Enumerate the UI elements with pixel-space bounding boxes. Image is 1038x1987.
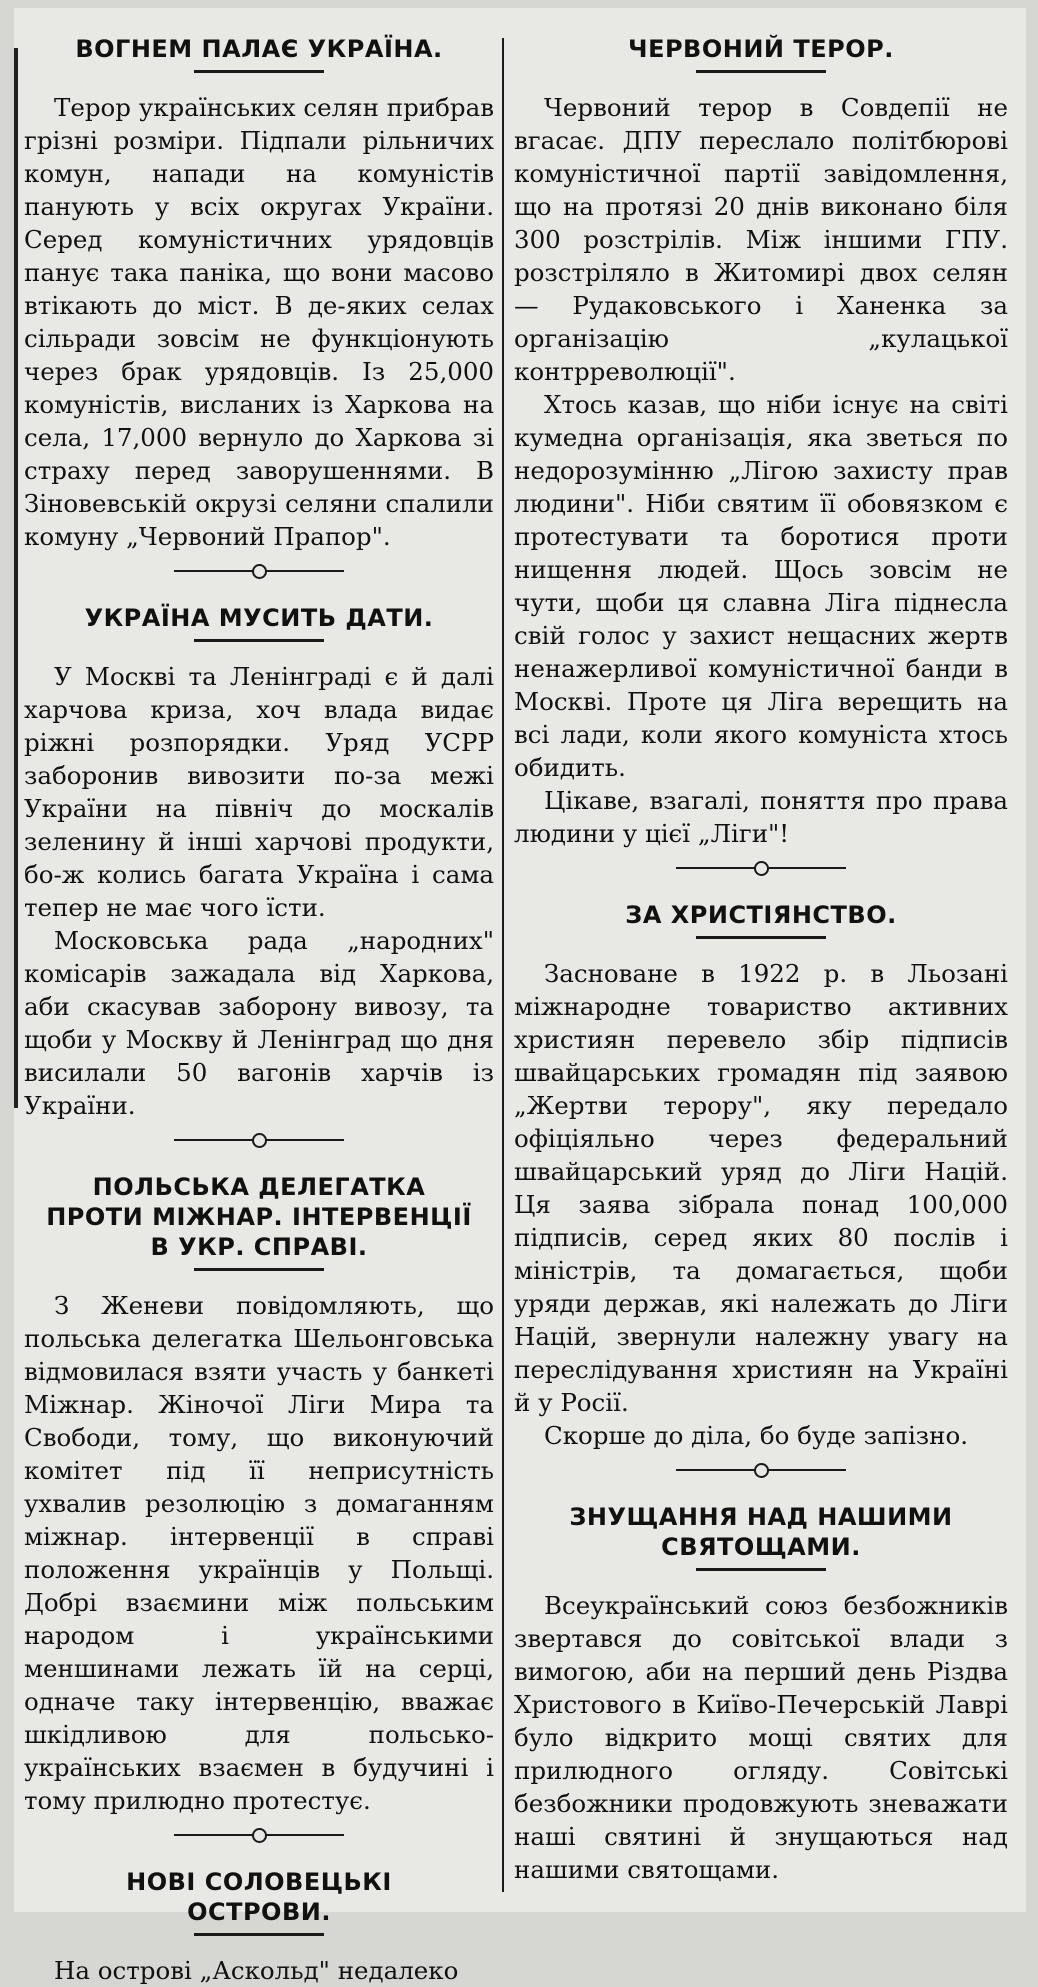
page-edge-shadow	[14, 48, 18, 1108]
headline: ЗА ХРИСТІЯНСТВО.	[625, 901, 897, 929]
article-ukraina-musyt-daty	[24, 603, 494, 1122]
article-novi-solovetski-ostrovy	[24, 1867, 494, 1987]
article-paragraph: Цікаве, взагалі, поняття про права людини у цієї „Ліги"!	[514, 786, 1008, 848]
headline: ЧЕРВОНИЙ ТЕРОР.	[628, 35, 894, 63]
headline-line: ПОЛЬСЬКА ДЕЛЕГАТКА	[92, 1173, 426, 1201]
headline-rule	[194, 639, 324, 642]
headline-rule	[194, 1268, 324, 1271]
headline-line: НОВІ СОЛОВЕЦЬКІ	[126, 1868, 392, 1896]
article-paragraph: Засноване в 1922 р. в Льозані міжнародне товариство активних християн перевело збір підписів швайцарських громадян під заявою „Жертви терору", яку передало офіціяльно через федеральний швайцарський уряд до Ліги Націй. Ця заява зібрала понад 100,000 підписів, серед яких 80 послів і міністрів, та домагається, щоби уряди держав, які належать до Ліги Націй, звернули належну увагу на переслідування християн на Україні й у Росії.	[514, 959, 1008, 1417]
headline-rule	[194, 70, 324, 73]
article-paragraph: Скорше до діла, бо буде запізно.	[544, 1421, 969, 1450]
article-za-khrystiianstvo	[514, 900, 1008, 1452]
article-separator	[676, 858, 846, 878]
article-separator	[174, 561, 344, 581]
article-paragraph: На острові „Аскольд" недалеко	[54, 1956, 459, 1985]
headline: ВОГНЕМ ПАЛАЄ УКРАЇНА.	[75, 35, 443, 63]
headline-rule	[696, 936, 826, 939]
headline-line: ОСТРОВИ.	[187, 1898, 331, 1926]
column-divider	[502, 38, 504, 1892]
article-paragraph: З Женеви повідомляють, що польська делегатка Шельонговська відмовилася взяти участь у банкеті Міжнар. Жіночої Ліги Мира та Свободи, тому, що виконуючий комітет під її неприсутність ухвалив резолюцію з домаганням міжнар. інтервенції в справі положення українців у Польщі. Добрі взаємини між польським народом і українськими меншинами лежать їй на серці, одначе таку інтервенцію, вважає шкідливою для польсько-українських взаємен в будучині і тому прилюдно протестує.	[24, 1291, 494, 1815]
headline-line: ЗНУЩАННЯ НАД НАШИМИ	[569, 1503, 953, 1531]
article-paragraph: Московська рада „народних" комісарів зажадала від Харкова, аби скасував заборону вивозу, та щоби у Москву й Ленінград що дня висилали 50 вагонів харчів із України.	[24, 926, 494, 1120]
headline-line: В УКР. СПРАВІ.	[150, 1233, 368, 1261]
newspaper-page	[14, 8, 1026, 1985]
article-paragraph: Хтось казав, що ніби існує на світі кумедна організація, яка зветься по недорозумінню „Лігою захисту прав людини". Ніби святим її обовязком є протестувати та боротися проти нищення людей. Щось зовсім не чути, щоби ця славна Ліга піднесла свій голос у захист нещасних жертв ненажерливої комуністичної банди в Москві. Проте ця Ліга верещить на всі лади, коли якого комуніста хтось обидить.	[514, 390, 1008, 782]
headline-rule	[194, 1933, 324, 1936]
article-paragraph: У Москві та Ленінграді є й далі харчова криза, хоч влада видає ріжні розпорядки. Уряд УСРР заборонив вивозити по-за межі України на північ до москалів зеленину й інші харчові продукти, бо-ж колись багата Україна і сама тепер не має чого їсти.	[24, 662, 494, 922]
article-paragraph: Всеукраїнський союз безбожників звертався до совітської влади з вимогою, аби на перший день Різдва Христового в Київо-Печерській Лаврі було відкрито мощі святих для прилюдного огляду. Совітські безбожники продовжують зневажати наші святині й знущаються над нашими святощами.	[514, 1591, 1008, 1884]
headline-rule	[696, 70, 826, 73]
article-paragraph: Червоний терор в Совдепії не вгасає. ДПУ переслало політбюрові комуністичної партії завідомлення, що на протязі 20 днів виконано біля 300 розстрілів. Між іншими ГПУ. розстріляло в Житомирі двох селян — Рудаковського і Ханенка за організацію „кулацької контрреволюції".	[514, 93, 1008, 386]
headline	[24, 1867, 494, 1927]
headline-rule	[696, 1568, 826, 1571]
article-paragraph: Терор українських селян прибрав грізні розміри. Підпали рільничих комун, напади на комуністів панують у всіх округах України. Серед комуністичних урядовців панує така паніка, що вони масово втікають до міст. В де-яких селах сільради зовсім не функціонують через брак урядовців. Із 25,000 комуністів, висланих із Харкова на села, 17,000 вернуло до Харкова зі страху перед заворушеннями. В Зіновевській окрузі селяни спалили комуну „Червоний Прапор".	[24, 93, 494, 551]
headline	[514, 1502, 1008, 1562]
article-separator	[174, 1825, 344, 1845]
article-chervonyi-teror	[514, 34, 1008, 850]
article-polska-delehatka	[24, 1172, 494, 1817]
right-column	[514, 28, 1008, 1886]
headline	[24, 1172, 494, 1262]
left-column	[24, 28, 494, 1987]
article-separator	[676, 1460, 846, 1480]
article-vohnem-palaie-ukraina	[24, 34, 494, 553]
article-separator	[174, 1130, 344, 1150]
headline: УКРАЇНА МУСИТЬ ДАТИ.	[84, 604, 434, 632]
article-znushchannia-nad-sviatoshchamy	[514, 1502, 1008, 1886]
headline-line: ПРОТИ МІЖНАР. ІНТЕРВЕНЦІЇ	[46, 1203, 472, 1231]
headline-line: СВЯТОЩАМИ.	[661, 1533, 861, 1561]
